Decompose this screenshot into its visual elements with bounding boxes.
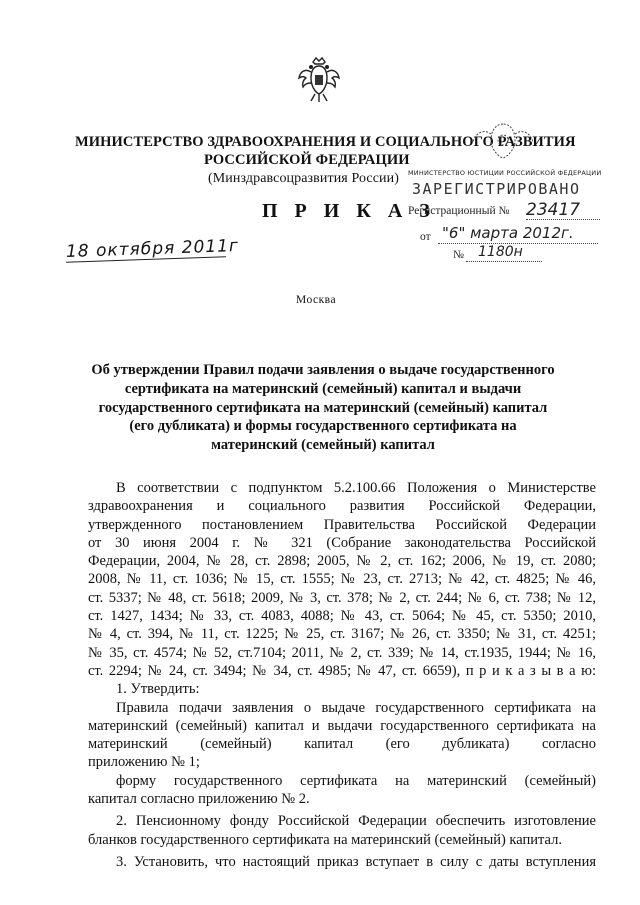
subject-line: государственного сертификата на материнский (семейный) капитал xyxy=(98,399,548,416)
subject-line: (его дубликата) и формы государственного сертификата на xyxy=(129,418,517,435)
body-line: ст. 1427, 1434; № 33, ст. 4083, 4088; № 43, ст. 5064; № 45, ст. 5350; 2010, xyxy=(88,608,596,625)
stamp-reg-line xyxy=(526,219,600,220)
stamp-number-label: № xyxy=(453,249,464,261)
body-line: Федерации, 2004, № 28, ст. 2898; 2005, № 2, ст. 162; 2006, № 19, ст. 2080; xyxy=(88,553,596,570)
body-line: материнский (семейный) капитал (его дубликата) согласно xyxy=(88,736,596,753)
body-line: В соответствии с подпунктом 5.2.100.66 Положения о Министерстве xyxy=(116,480,596,496)
body-line: капитал согласно приложению № 2. xyxy=(88,791,310,808)
body-line: бланков государственного сертификата на материнский (семейный) капитал. xyxy=(88,831,562,848)
stamp-reg-number: 23417 xyxy=(526,200,581,220)
body-line: 3. Установить, что настоящий приказ вступает в силу с даты вступления xyxy=(116,853,596,870)
body-line: № 4, ст. 394, № 11, ст. 1225; № 25, ст. 3167; № 26, ст. 3350; № 31, ст. 4251; xyxy=(88,626,596,643)
ministry-name: МИНИСТЕРСТВО ЗДРАВООХРАНЕНИЯ И СОЦИАЛЬНОГО РАЗВИТИЯ xyxy=(75,134,576,150)
body-line: от 30 июня 2004 г. № 321 (Собрание законодательства Российской xyxy=(88,534,596,551)
body-line: 2. Пенсионному фонду Российской Федерации обеспечить изготовление xyxy=(116,813,596,830)
order-subject xyxy=(88,361,558,455)
body-line: № 35, ст. 4574; № 52, ст.7104; 2011, № 2, ст. 339; № 14, ст.1935, 1944; № 16, xyxy=(88,644,596,661)
body-line: 2008, № 11, ст. 1036; № 15, ст. 1555; № 23, ст. 2713; № 42, ст. 4825; № 46, xyxy=(88,571,596,588)
body-line: приложению № 1; xyxy=(88,754,200,771)
city: Москва xyxy=(296,294,337,306)
body-line: форму государственного сертификата на материнский (семейный) xyxy=(116,772,596,789)
order-body xyxy=(88,479,596,871)
subject-line: сертификата на материнский (семейный) капитал и выдачи xyxy=(124,380,522,397)
stamp-registered-label: ЗАРЕГИСТРИРОВАНО xyxy=(412,180,581,198)
stamp-reg-number-label: Регистрационный № xyxy=(408,205,510,217)
stamp-from-label: от xyxy=(420,231,431,243)
body-line: материнский (семейный) капитал и выдачи государственного сертификата на xyxy=(88,717,596,734)
body-line: Правила подачи заявления о выдаче государственного сертификата на xyxy=(116,699,596,716)
ministry-short-name: (Минздравсоцразвития России) xyxy=(208,171,399,186)
document-title: П Р И К А З xyxy=(262,200,436,222)
subject-line: Об утверждении Правил подачи заявления о выдаче государственного xyxy=(91,362,555,378)
body-line: утвержденного постановлением Правительства Российской Федерации xyxy=(88,516,596,533)
registration-stamp xyxy=(398,118,608,268)
stamp-number-line xyxy=(466,261,542,262)
stamp-organization: МИНИСТЕРСТВО ЮСТИЦИИ РОССИЙСКОЙ ФЕДЕРАЦИИ xyxy=(408,169,602,177)
stamp-date: "6" марта 2012г. xyxy=(442,224,574,242)
body-line: 1. Утвердить: xyxy=(116,681,200,698)
stamp-emblem-icon xyxy=(468,120,538,164)
body-line: ст. 5337; № 48, ст. 5618; 2009, № 3, ст. 378; № 2, ст. 244; № 6, ст. 738; № 12, xyxy=(88,589,596,606)
handwritten-date: 18 октября 2011г xyxy=(65,235,240,263)
body-line: здравоохранения и социального развития Российской Федерации, xyxy=(88,498,596,515)
stamp-number: 1180н xyxy=(478,244,523,260)
subject-line: материнский (семейный) капитал xyxy=(211,437,435,454)
body-line: ст. 2294; № 24, ст. 3494; № 34, ст. 4985; № 47, ст. 6659), п р и к а з ы в а ю: xyxy=(88,662,596,679)
double-headed-eagle-emblem-icon xyxy=(298,56,340,104)
federation-name: РОССИЙСКОЙ ФЕДЕРАЦИИ xyxy=(204,152,410,168)
